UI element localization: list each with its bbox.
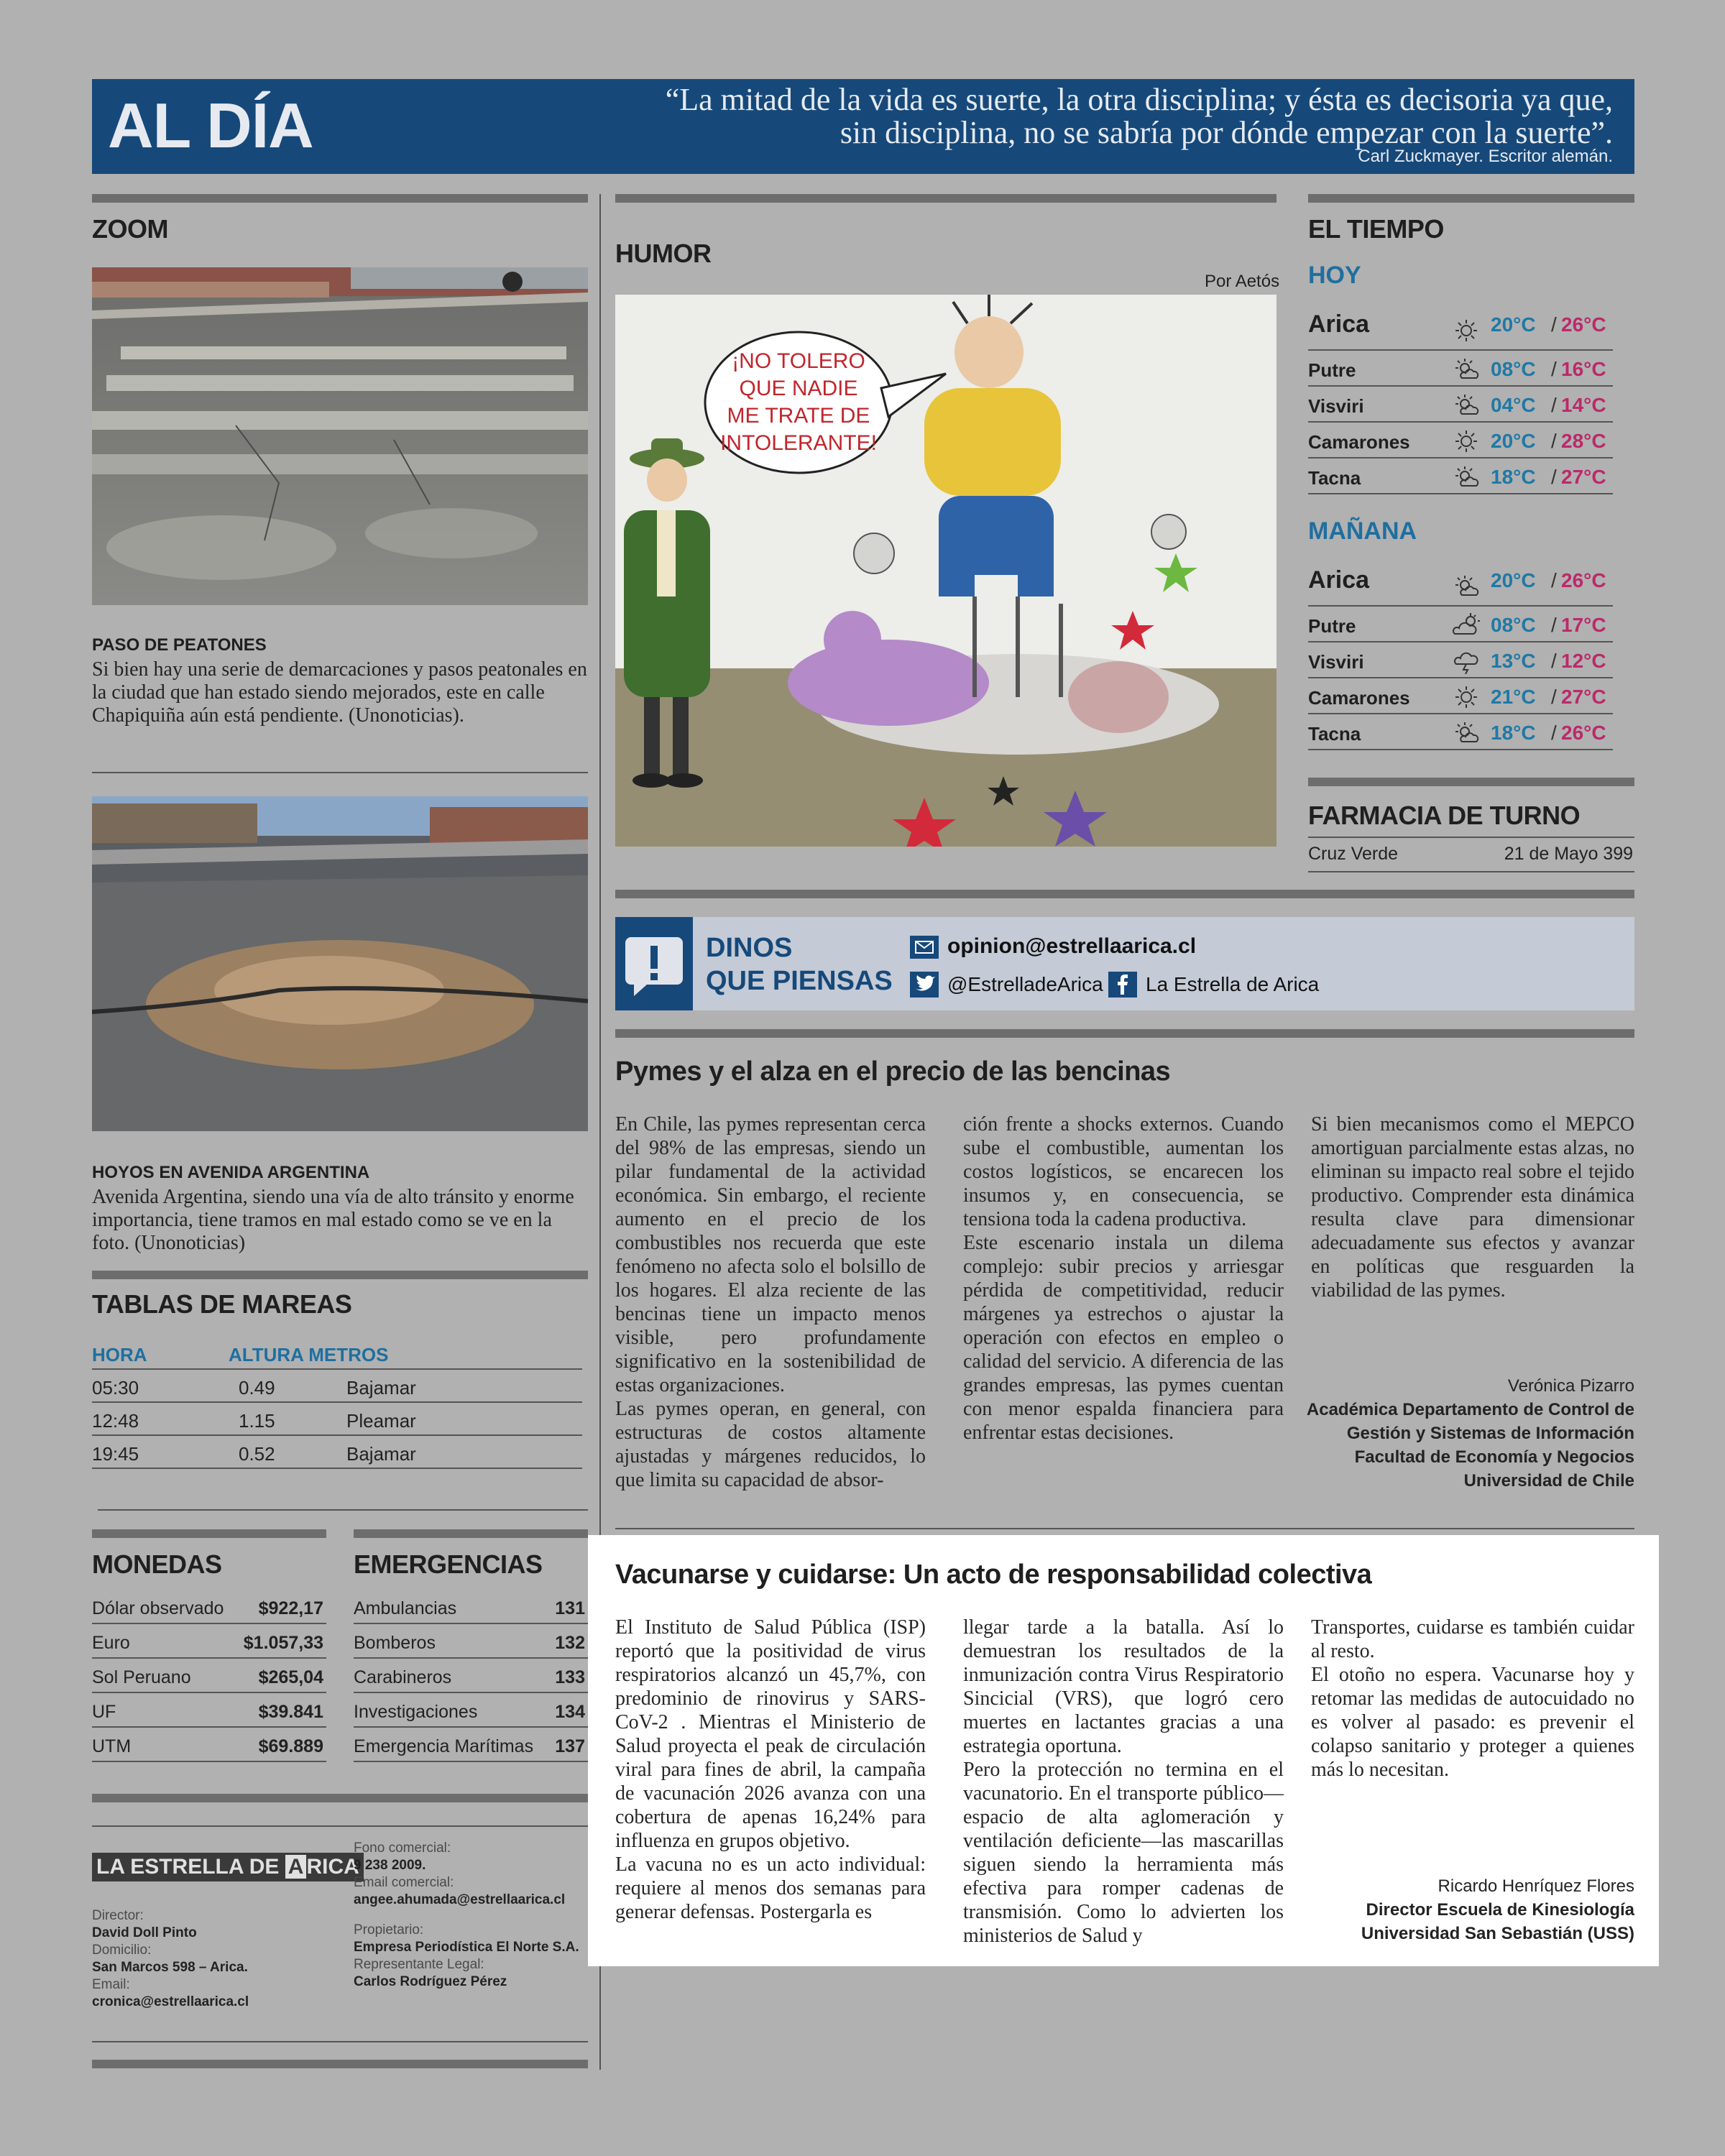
owner-value: Empresa Periodística El Norte S.A. — [354, 1940, 579, 1955]
weather-row — [1308, 678, 1613, 714]
partly-sunny-icon — [1452, 464, 1481, 490]
temp-min: 08°C — [1491, 614, 1536, 636]
logo-text: RICA — [306, 1855, 359, 1879]
article-column: Transportes, cuidarse es también cuidar al resto. El otoño no espera. Vacunarse hoy y retomar las medidas de autocuidado no es volver al pasado: es prevenir el colapso sanitario y proteger a quienes más lo necesitan. — [1311, 1616, 1634, 1781]
divider — [92, 772, 588, 773]
divider — [92, 1529, 326, 1538]
temp-max: 16°C — [1561, 358, 1606, 380]
cloud-sun-icon — [1452, 612, 1481, 638]
author-role: Académica Departamento de Control de — [1306, 1400, 1634, 1419]
address-value: San Marcos 598 – Arica. — [92, 1960, 248, 1975]
tide-height: 0.52 — [239, 1443, 275, 1465]
divider — [1308, 837, 1634, 838]
temp-min: 08°C — [1491, 358, 1536, 380]
temp-separator: / — [1551, 430, 1557, 452]
currency-value: $265,04 — [258, 1667, 323, 1687]
photo-caption-title: PASO DE PEATONES — [92, 635, 267, 655]
opinion-email[interactable]: opinion@estrellaarica.cl — [947, 934, 1197, 958]
temp-max: 14°C — [1561, 394, 1606, 416]
temp-max: 26°C — [1561, 313, 1606, 336]
bubble-line: INTOLERANTE! — [720, 431, 877, 455]
currency-label: UTM — [92, 1736, 132, 1756]
article-column: En Chile, las pymes representan cerca del 98% de las empresas, siendo un pilar fundamental de la actividad económica. Sin embargo, el reciente aumento en el precio de los combustibles nos recuerda que este fenómeno no afecta solo el bolsillo de los hogares. El alza reciente de las bencinas tiene un impacto menos visible, pero profundamente significativo en la sostenibilidad de estas organizaciones. Las pymes operan, en general, con estructuras de costos altamente ajustadas y márgenes reducidos, lo que limita su capacidad de absor- — [615, 1113, 926, 1491]
photo-caption: Si bien hay una serie de demarcaciones y pasos peatonales en la ciudad que han estado siendo mejorados, este en calle Chapiquiña aún está pendiente. (Unonoticias). — [92, 658, 587, 727]
temp-separator: / — [1551, 722, 1557, 744]
city-name: Putre — [1308, 615, 1356, 637]
article-column: ción frente a shocks externos. Cuando sube el combustible, aumentan los costos logísticos, se encarecen los insumos y, en consecuencia, se tensiona toda la cadena productiva. Este escenario instala un dilema complejo: subir precios y arriesgar pérdida de competitividad, reducir márgenes ya estrechos o ajustar la operación con efectos en empleo o calidad del servicio. A diferencia de las grandes empresas, las pymes cuentan con menor espalda financiera para enfrentar estas decisiones. — [963, 1113, 1284, 1444]
temp-separator: / — [1551, 394, 1557, 416]
article-column: Si bien mecanismos como el MEPCO amortiguan parcialmente estas alzas, no eliminan su impacto real sobre el tejido productivo. Comprender esta dinámica resulta clave para dimensionar adecuadamente sus efectos y avanzar en políticas que resguarden la viabilidad de las pymes. — [1311, 1113, 1634, 1302]
tide-type: Bajamar — [346, 1443, 416, 1465]
humor-title: HUMOR — [615, 239, 712, 268]
table-row — [92, 1624, 326, 1659]
service-label: Investigaciones — [354, 1702, 478, 1722]
pharmacy-title: FARMACIA DE TURNO — [1308, 801, 1581, 830]
director-name: David Doll Pinto — [92, 1925, 197, 1940]
page-header — [92, 79, 1634, 174]
table-row — [92, 1659, 326, 1693]
temp-min: 21°C — [1491, 686, 1536, 708]
weather-row — [1308, 423, 1613, 459]
divider — [615, 1029, 1634, 1038]
currency-value: $1.057,33 — [243, 1633, 323, 1653]
crosswalk-photo — [92, 267, 588, 605]
weather-row — [1308, 607, 1613, 642]
quote-line-1: “La mitad de la vida es suerte, la otra disciplina; y ésta es decisoria ya que, — [665, 82, 1613, 117]
author-role: Gestión y Sistemas de Información — [1346, 1424, 1634, 1443]
tide-time: 19:45 — [92, 1443, 139, 1465]
divider — [92, 2041, 588, 2042]
quote-line-2: sin disciplina, no se sabría por dónde empezar con la suerte”. — [840, 115, 1613, 150]
sun-icon — [1452, 318, 1481, 344]
author-name: Verónica Pizarro — [1507, 1376, 1634, 1396]
service-label: Bomberos — [354, 1633, 436, 1653]
article-title: Vacunarse y cuidarse: Un acto de responsabilidad colectiva — [615, 1560, 1372, 1590]
service-label: Ambulancias — [354, 1598, 457, 1618]
logo-text: LA ESTRELLA DE — [96, 1855, 285, 1879]
twitter-handle[interactable]: @EstrelladeArica — [947, 973, 1103, 995]
divider — [1308, 871, 1634, 872]
email-label: Email: — [92, 1977, 130, 1992]
city-name: Camarones — [1308, 431, 1410, 453]
service-number: 132 — [555, 1633, 585, 1653]
partly-sunny-icon — [1452, 720, 1481, 746]
facebook-page[interactable]: La Estrella de Arica — [1146, 973, 1320, 995]
partly-sunny-icon — [1452, 356, 1481, 382]
temp-separator: / — [1551, 313, 1557, 336]
tide-time: 05:30 — [92, 1377, 139, 1399]
currency-label: Sol Peruano — [92, 1667, 191, 1687]
sun-icon — [1452, 428, 1481, 454]
temp-separator: / — [1551, 466, 1557, 488]
city-name: Camarones — [1308, 687, 1410, 709]
divider — [98, 1509, 588, 1511]
service-label: Emergencia Marítimas — [354, 1736, 534, 1756]
service-number: 137 — [555, 1736, 585, 1756]
currency-value: $39.841 — [258, 1702, 323, 1722]
twitter-icon[interactable] — [910, 972, 939, 998]
author-name: Ricardo Henríquez Flores — [1438, 1876, 1634, 1896]
temp-max: 26°C — [1561, 722, 1606, 744]
currency-label: Euro — [92, 1633, 130, 1653]
currency-label: UF — [92, 1702, 116, 1722]
email-value[interactable]: cronica@estrellaarica.cl — [92, 1994, 249, 2009]
temp-max: 12°C — [1561, 650, 1606, 672]
temp-min: 13°C — [1491, 650, 1536, 672]
table-row — [354, 1693, 588, 1728]
emergencias-title: EMERGENCIAS — [354, 1549, 543, 1579]
address-label: Domicilio: — [92, 1943, 152, 1958]
mail-icon — [910, 936, 939, 959]
weather-row — [1308, 387, 1613, 423]
city-name: Visviri — [1308, 395, 1364, 417]
divider — [615, 194, 1276, 203]
weather-row — [1308, 351, 1613, 387]
monedas-title: MONEDAS — [92, 1549, 222, 1579]
partly-sunny-icon — [1452, 573, 1481, 599]
temp-separator: / — [1551, 358, 1557, 380]
quote-author: Carl Zuckmayer. Escritor alemán. — [1358, 147, 1613, 166]
humor-cartoon — [615, 295, 1276, 847]
tide-type: Pleamar — [346, 1410, 416, 1432]
author-role: Facultad de Economía y Negocios — [1354, 1447, 1634, 1467]
table-row — [92, 1590, 326, 1624]
currency-value: $69.889 — [258, 1736, 323, 1756]
weather-title: EL TIEMPO — [1308, 214, 1444, 244]
col-hora: HORA — [92, 1344, 147, 1365]
partly-sunny-icon — [1452, 392, 1481, 418]
masthead-left — [92, 1907, 329, 2011]
divider — [92, 1271, 588, 1279]
city-name: Tacna — [1308, 467, 1361, 489]
temp-separator: / — [1551, 614, 1557, 636]
highlighted-article — [588, 1535, 1659, 1966]
col-altura: ALTURA METROS — [229, 1344, 389, 1365]
service-number: 131 — [555, 1598, 585, 1618]
director-label: Director: — [92, 1908, 144, 1923]
logo-letter: A — [285, 1855, 307, 1879]
currency-label: Dólar observado — [92, 1598, 224, 1618]
temp-min: 18°C — [1491, 722, 1536, 744]
tide-height: 0.49 — [239, 1377, 275, 1399]
article-title: Pymes y el alza en el precio de las bencinas — [615, 1056, 1171, 1087]
table-row — [354, 1728, 588, 1762]
city-name: Arica — [1308, 310, 1370, 338]
temp-separator: / — [1551, 686, 1557, 708]
banner-line: DINOS — [706, 933, 793, 963]
contact-banner — [615, 917, 1634, 1010]
divider — [92, 1794, 588, 1802]
city-name: Arica — [1308, 566, 1370, 594]
divider — [615, 1528, 1634, 1529]
temp-min: 20°C — [1491, 569, 1536, 591]
temp-max: 26°C — [1561, 569, 1606, 591]
newspaper-logo — [92, 1853, 364, 1881]
weather-row — [1308, 714, 1613, 750]
commercial-email-value[interactable]: angee.ahumada@estrellaarica.cl — [354, 1892, 566, 1907]
city-name: Putre — [1308, 359, 1356, 381]
service-number: 133 — [555, 1667, 585, 1687]
temp-max: 27°C — [1561, 686, 1606, 708]
tide-time: 12:48 — [92, 1410, 139, 1432]
divider — [92, 194, 588, 203]
weather-row — [1308, 556, 1613, 607]
table-row — [92, 1693, 326, 1728]
temp-min: 18°C — [1491, 466, 1536, 488]
temp-min: 20°C — [1491, 313, 1536, 336]
article-column: El Instituto de Salud Pública (ISP) reportó que la positividad de virus respiratorios alcanzó un 45,7%, con predominio de rinovirus y SARS-CoV-2 . Mientras el Ministerio de Salud proyecta el peak de circulación viral para fines de abril, la campaña de vacunación 2026 avanza con una cobertura de apenas 16,24% para influenza en grupos objetivo. La vacuna no es un acto individual: requiere al menos dos semanas para generar defensas. Postergarla es — [615, 1616, 926, 1923]
commercial-email-label: Email comercial: — [354, 1875, 454, 1890]
weather-row — [1308, 300, 1613, 351]
author-role: Universidad de Chile — [1463, 1471, 1634, 1491]
divider — [1308, 778, 1634, 786]
divider — [354, 1529, 588, 1538]
weather-row — [1308, 642, 1613, 678]
section-title: AL DÍA — [108, 90, 313, 161]
divider — [92, 1825, 588, 1827]
bubble-line: ¡NO TOLERO — [732, 349, 865, 373]
header-quote — [607, 83, 1613, 149]
currency-value: $922,17 — [258, 1598, 323, 1618]
storm-icon — [1452, 648, 1481, 674]
author-role: Universidad San Sebastián (USS) — [1361, 1924, 1634, 1943]
legal-rep-value: Carlos Rodríguez Pérez — [354, 1974, 507, 1989]
service-label: Carabineros — [354, 1667, 452, 1687]
today-label: HOY — [1308, 262, 1361, 289]
divider — [615, 890, 1634, 898]
pharmacy-name: Cruz Verde — [1308, 844, 1399, 864]
alert-icon — [615, 917, 693, 1010]
weather-row — [1308, 459, 1613, 494]
table-row — [92, 1728, 326, 1762]
temp-separator: / — [1551, 569, 1557, 591]
table-row — [92, 1436, 582, 1469]
facebook-icon[interactable] — [1108, 972, 1137, 998]
tomorrow-label: MAÑANA — [1308, 517, 1417, 545]
temp-max: 27°C — [1561, 466, 1606, 488]
table-row — [354, 1590, 588, 1624]
table-row — [92, 1370, 582, 1403]
masthead-right — [354, 1840, 591, 1991]
article-signature — [1294, 1374, 1634, 1493]
zoom-title: ZOOM — [92, 214, 168, 244]
article-signature — [1294, 1874, 1634, 1945]
phone-value: 9 238 2009. — [354, 1858, 426, 1873]
tide-type: Bajamar — [346, 1377, 416, 1399]
photo-caption-title: HOYOS EN AVENIDA ARGENTINA — [92, 1163, 370, 1182]
tides-title: TABLAS DE MAREAS — [92, 1289, 352, 1319]
temp-max: 17°C — [1561, 614, 1606, 636]
tides-header — [92, 1337, 582, 1370]
banner-line: QUE PIENSAS — [706, 966, 893, 996]
service-number: 134 — [555, 1702, 585, 1722]
banner-headline — [706, 931, 893, 998]
phone-label: Fono comercial: — [354, 1841, 451, 1856]
photo-caption: Avenida Argentina, siendo una vía de alto tránsito y enorme importancia, tiene tramos en mal estado como se ve en la foto. (Unonoticias) — [92, 1186, 574, 1254]
city-name: Visviri — [1308, 651, 1364, 673]
owner-label: Propietario: — [354, 1922, 424, 1938]
table-row — [92, 1403, 582, 1436]
bubble-line: QUE NADIE — [739, 377, 858, 400]
divider — [1308, 194, 1634, 203]
divider — [92, 2060, 588, 2068]
legal-rep-label: Representante Legal: — [354, 1957, 484, 1972]
pharmacy-address: 21 de Mayo 399 — [1504, 844, 1633, 864]
temp-min: 04°C — [1491, 394, 1536, 416]
sun-icon — [1452, 684, 1481, 710]
article-column: llegar tarde a la batalla. Así lo demuestran los resultados de la inmunización contra Virus Respiratorio Sincicial (VRS), que logró cero muertes en lactantes gracias a una estrategia oportuna. Pero la protección no termina en el vacunatorio. En el transporte público—espacio de alta aglomeración y ventilación deficiente—las mascarillas siguen siendo la herramienta más efectiva para romper cadenas de transmisión. Como lo advierten los ministerios de Salud y — [963, 1616, 1284, 1947]
city-name: Tacna — [1308, 723, 1361, 745]
author-role: Director Escuela de Kinesiología — [1366, 1900, 1634, 1920]
pothole-photo — [92, 796, 588, 1131]
temp-min: 20°C — [1491, 430, 1536, 452]
table-row — [354, 1624, 588, 1659]
temp-separator: / — [1551, 650, 1557, 672]
bubble-line: ME TRATE DE — [727, 404, 870, 428]
temp-max: 28°C — [1561, 430, 1606, 452]
table-row — [354, 1659, 588, 1693]
tide-height: 1.15 — [239, 1410, 275, 1432]
cartoon-byline: Por Aetós — [1205, 272, 1280, 291]
